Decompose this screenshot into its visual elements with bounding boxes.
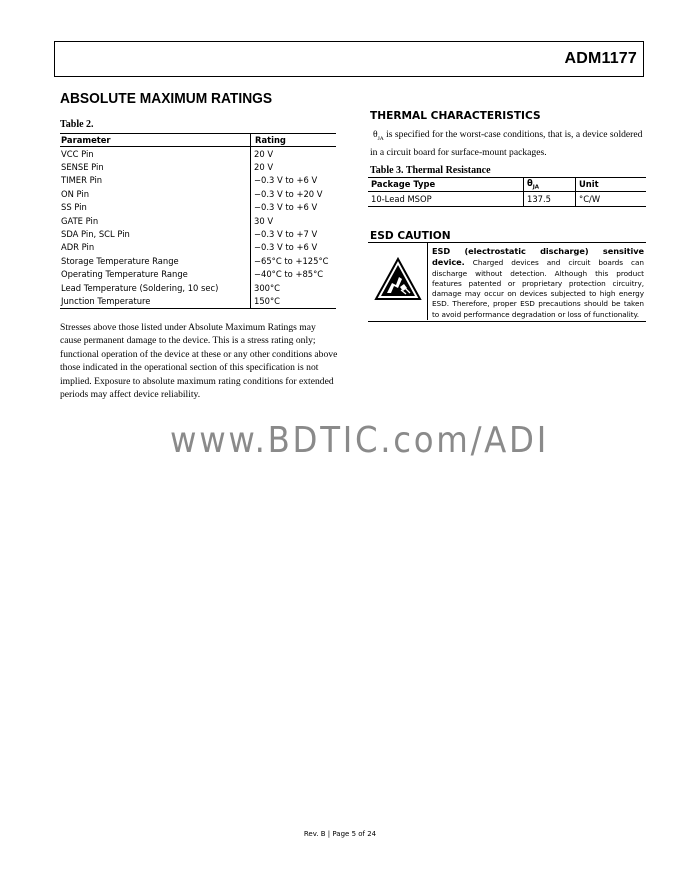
section-title: ABSOLUTE MAXIMUM RATINGS xyxy=(60,90,273,107)
theta-symbol: θ xyxy=(527,178,533,188)
header-parameter: Parameter xyxy=(60,134,251,147)
absolute-max-ratings-table xyxy=(60,133,336,309)
cell-parameter: SDA Pin, SCL Pin xyxy=(60,227,251,240)
table-row xyxy=(60,227,336,240)
cell-rating: 300°C xyxy=(254,282,281,293)
theta-subscript: JA xyxy=(532,184,540,191)
cell-parameter: Operating Temperature Range xyxy=(60,268,251,281)
table-row xyxy=(60,241,336,254)
table-row xyxy=(60,147,336,161)
thermal-text: is specified for the worst-case conditions, that is, a device soldered in a circuit board for surface-mount packages. xyxy=(370,129,643,158)
part-number: ADM1177 xyxy=(564,50,637,67)
header-rating: Rating xyxy=(251,134,337,147)
cell-rating: −40°C to +85°C xyxy=(254,269,324,280)
table-row xyxy=(60,294,336,308)
cell-unit: °C/W xyxy=(576,191,647,206)
esd-title: ESD CAUTION xyxy=(370,230,451,242)
cell-parameter: VCC Pin xyxy=(60,147,251,161)
cell-rating: −0.3 V to +6 V xyxy=(254,202,318,213)
esd-lead: ESD (electrostatic discharge) sensitive device. xyxy=(432,246,644,268)
theta-symbol: θ xyxy=(373,129,378,140)
stress-paragraph: Stresses above those listed under Absolute Maximum Ratings may cause permanent damage to the device. This is a stress rating only; functional operation of the device at these or any other conditions above those indicated in the operational section of this specification is not implied. Exposure to absolute maximum rating conditions for extended periods may affect device reliability. xyxy=(60,322,338,401)
esd-caution-box xyxy=(368,242,646,322)
table-row xyxy=(60,281,336,294)
header-theta xyxy=(524,178,576,192)
cell-rating: −65°C to +125°C xyxy=(254,255,329,266)
cell-parameter: ON Pin xyxy=(60,187,251,200)
watermark: www.BDTIC.com/ADI xyxy=(170,420,549,461)
cell-rating: 20 V xyxy=(254,148,274,159)
thermal-paragraph xyxy=(370,128,646,160)
esd-body: Charged devices and circuit boards can discharge without detection. Although this product features patented or proprietary protection circuitry, damage may occur on devices subjected to high energy ESD. Therefore, proper ESD precautions should be taken to avoid performance degradation or loss of functionality. xyxy=(432,258,644,319)
cell-rating: −0.3 V to +6 V xyxy=(254,242,318,253)
table-row xyxy=(60,160,336,173)
table-header-row xyxy=(60,134,336,147)
esd-icon-cell xyxy=(368,243,428,320)
table-row xyxy=(60,268,336,281)
table3-caption: Table 3. Thermal Resistance xyxy=(370,165,491,176)
table-row xyxy=(60,187,336,200)
esd-warning-icon xyxy=(368,243,427,320)
cell-rating: 30 V xyxy=(254,215,274,226)
header-unit: Unit xyxy=(576,178,647,192)
cell-rating: 150°C xyxy=(251,294,337,308)
cell-parameter: SS Pin xyxy=(60,201,251,214)
table-header-row xyxy=(368,178,646,192)
cell-parameter: ADR Pin xyxy=(60,241,251,254)
table-row xyxy=(60,174,336,187)
cell-parameter: Lead Temperature (Soldering, 10 sec) xyxy=(60,281,251,294)
table-body xyxy=(60,147,336,309)
esd-text xyxy=(432,246,644,320)
cell-package: 10-Lead MSOP xyxy=(368,191,524,206)
cell-rating: −0.3 V to +6 V xyxy=(254,175,318,186)
cell-rating: −0.3 V to +20 V xyxy=(254,188,323,199)
table-row xyxy=(60,214,336,227)
cell-parameter: Storage Temperature Range xyxy=(60,254,251,267)
cell-parameter: Junction Temperature xyxy=(60,294,251,308)
thermal-title: THERMAL CHARACTERISTICS xyxy=(370,110,541,122)
thermal-resistance-table xyxy=(368,177,646,207)
table-row xyxy=(60,254,336,267)
cell-parameter: TIMER Pin xyxy=(60,174,251,187)
cell-parameter: SENSE Pin xyxy=(60,160,251,173)
theta-subscript: JA xyxy=(377,135,384,142)
cell-rating: −0.3 V to +7 V xyxy=(254,229,318,240)
page-footer: Rev. B | Page 5 of 24 xyxy=(303,830,377,838)
cell-parameter: GATE Pin xyxy=(60,214,251,227)
cell-theta: 137.5 xyxy=(524,191,576,206)
table-row xyxy=(368,191,646,206)
table-row xyxy=(60,201,336,214)
cell-rating: 20 V xyxy=(254,162,274,173)
table2-caption: Table 2. xyxy=(60,119,94,130)
header-package: Package Type xyxy=(368,178,524,192)
page-header xyxy=(54,41,644,77)
